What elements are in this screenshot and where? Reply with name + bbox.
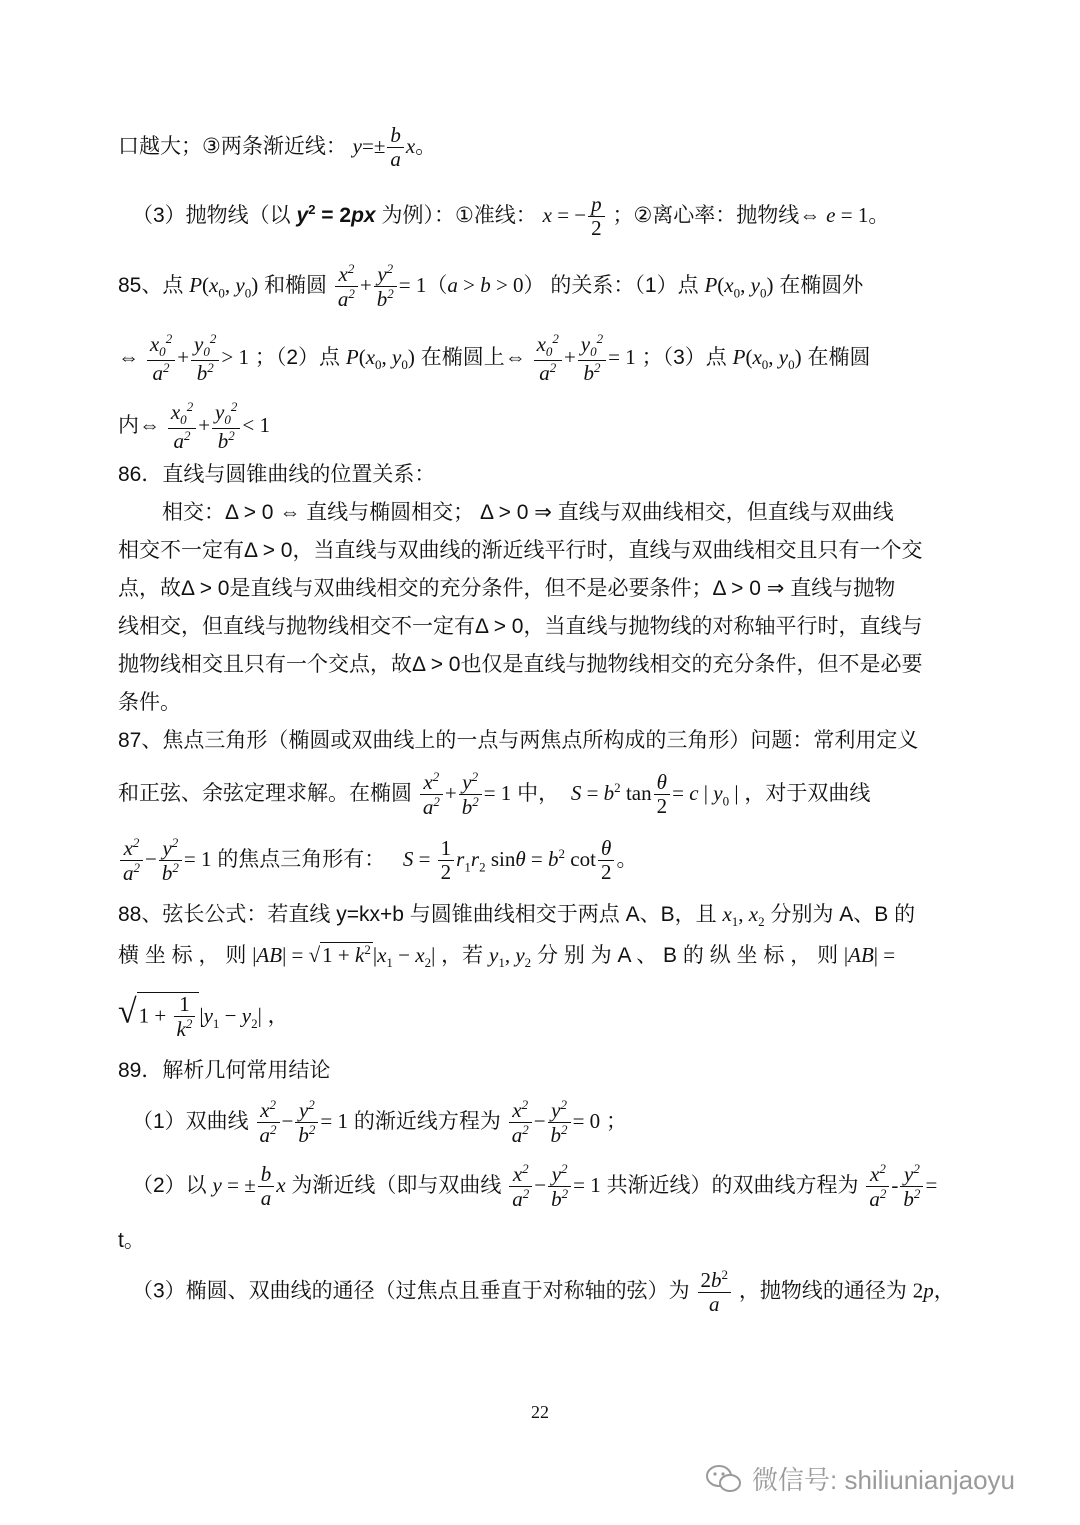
text-line: 87、焦点三角形（椭圆或双曲线上的一点与两焦点所构成的三角形）问题：常利用定义 (118, 729, 919, 752)
text-line: 线相交，但直线与抛物线相交不一定有Δ > 0，当直线与抛物线的对称轴平行时，直线与 (118, 615, 923, 638)
text-line: 85、点 $P(x_0$, $y_0$) 和椭圆 $\frac{x^2}{a^2}$ + $\frac{y^2}{b^2}$ = 1（a > b > 0） 的关系：（1）点 $P(x_0$, $y_0$) 在椭圆外 (118, 261, 864, 312)
wechat-icon (704, 1463, 744, 1495)
text-line: √1 + $\frac{1}{k^2}$ $|y_1 - y_2|$ ， (118, 992, 289, 1042)
text-line: 相交：Δ > 0 ⇔ 直线与椭圆相交； Δ > 0 ⇒ 直线与双曲线相交，但直线与双曲线 (162, 501, 894, 524)
watermark (704, 1460, 1015, 1497)
text-line: 点，故Δ > 0是直线与双曲线相交的充分条件，但不是必要条件；Δ > 0 ⇒ 直线与抛物 (118, 577, 896, 600)
watermark-text: 微信号: shiliunianjaoyu (752, 1465, 1016, 1495)
text-line: ⇔ $\frac{x_0^2}{a^2}$ + $\frac{y_0^2}{b^2}$ > 1 ；（2）点 $P(x_0$, $y_0$) 在椭圆上⇔ $\frac{x_0^2}{a^2}$ + $\frac{y_0^2}{b^2}$ = 1 ；（3）点 $P(x_0$, $y_0$) 在椭圆 (118, 331, 871, 385)
fraction: $\frac{b}{a}$ (387, 124, 404, 171)
text-line: （2）以 y = ± $\frac{b}{a}$ x 为渐近线（即与双曲线 $\frac{x^2}{a^2}$ − $\frac{y^2}{b^2}$ = 1 共渐近线）的双曲线方程为 $\frac{x^2}{a^2}$ - $\frac{y^2}{b^2}$ = (132, 1161, 938, 1212)
formula: y (352, 134, 362, 159)
text-line: 抛物线相交且只有一个交点，故Δ > 0也仅是直线与抛物线相交的充分条件，但不是必要 (118, 653, 923, 676)
text-line: 86．直线与圆锥曲线的位置关系： (118, 463, 436, 486)
text-line: （1）双曲线 $\frac{x^2}{a^2}$ − $\frac{y^2}{b^2}$ = 1 的渐近线方程为 $\frac{x^2}{a^2}$ − $\frac{y^2}{b^2}$ = 0 ； (132, 1097, 627, 1148)
text-line: 89．解析几何常用结论 (118, 1059, 331, 1082)
fraction: $\frac{p}{2}$ (588, 193, 605, 240)
text-line: $\frac{x^2}{a^2}$ − $\frac{y^2}{b^2}$ = 1 的焦点三角形有： S = $\frac{1}{2}$ $r_1r_2$ $\sin\theta = b^2$ cot $\frac{\theta}{2}$ 。 (118, 836, 637, 885)
text-line: 内⇔ $\frac{x_0^2}{a^2}$ + $\frac{y_0^2}{b^2}$ < 1 (118, 399, 270, 453)
page-number: 22 (531, 1402, 549, 1422)
text-line: 相交不一定有Δ > 0，当直线与双曲线的渐近线平行时，直线与双曲线相交且只有一个交 (118, 539, 923, 562)
text-line: 横 坐 标 ， 则 $|AB| = √1 + k^2|x_1 - x_2|$ ，若 $y_1$, $y_2$ 分 别 为 A 、 B 的 纵 坐 标 ， 则 |AB| = (118, 942, 896, 971)
text-line: 口越大；③两条渐近线： y=± $\frac{b}{a}$ x。 (118, 123, 437, 172)
text-line: t。 (118, 1229, 145, 1252)
text-line: （3）椭圆、双曲线的通径（过焦点且垂直于对称轴的弦）为 $\frac{2b^2}{a}$ ，抛物线的通径为 2p， (132, 1267, 955, 1317)
text-line: 和正弦、余弦定理求解。在椭圆 $\frac{x^2}{a^2}$ + $\frac{y^2}{b^2}$ = 1 中， $S = b^2$ tan $\frac{\theta}{2}$ = c | $y_0$ | ，对于双曲线 (118, 769, 871, 820)
text-line: 88、弦长公式：若直线 y=kx+b 与圆锥曲线相交于两点 A、B，且 $x_1$, $x_2$ 分别为 A、B 的 (118, 902, 916, 930)
text-line: （3）抛物线（以 $y^2 = 2px$ 为例）：①准线： x = − $\frac{p}{2}$ ；②离心率：抛物线⇔ e = 1。 (132, 192, 890, 241)
text-line: 条件。 (118, 691, 181, 714)
